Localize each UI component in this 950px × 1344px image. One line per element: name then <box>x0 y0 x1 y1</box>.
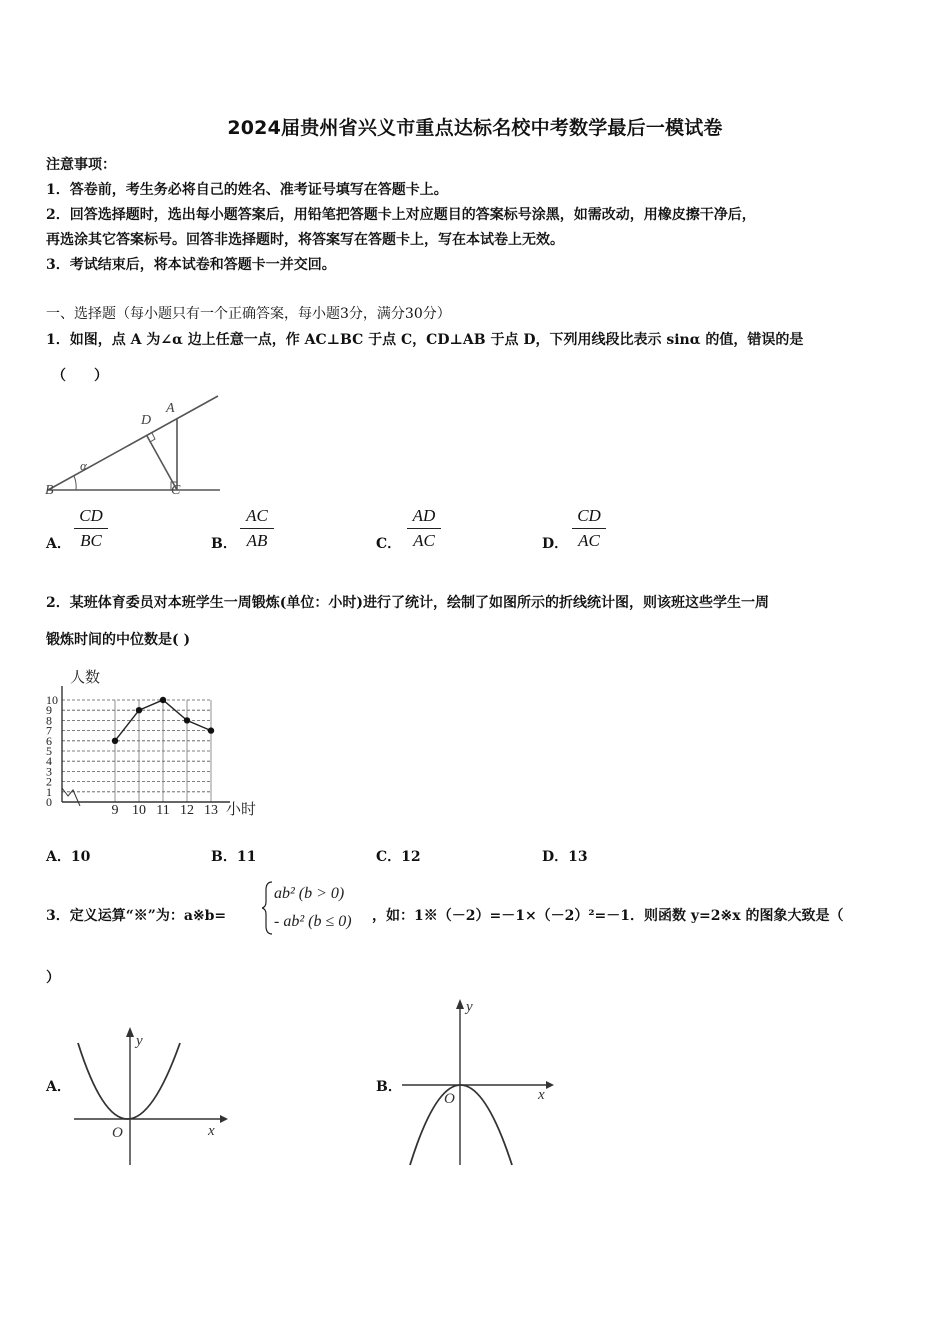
y-axis-label: y <box>136 1033 143 1049</box>
y-tick-label: 1 <box>46 784 52 799</box>
label-alpha: α <box>80 458 87 473</box>
notice-item: 1．答卷前，考生务必将自己的姓名、准考证号填写在答题卡上。 <box>46 182 448 198</box>
question-2-text: 2．某班体育委员对本班学生一周锻炼(单位：小时)进行了统计，绘制了如图所示的折线统计图，则该班这些学生一周 <box>46 595 769 611</box>
x-tick-label: 12 <box>180 803 194 818</box>
x-axis-label: x <box>538 1087 545 1103</box>
y-axis-arrow <box>456 999 464 1009</box>
y-tick-label: 3 <box>46 764 52 779</box>
numerator: CD <box>74 506 108 529</box>
x-tick-label: 9 <box>111 803 119 818</box>
y-tick-labels <box>46 693 58 809</box>
q1-option-b-fraction <box>240 506 274 551</box>
data-point <box>184 717 190 723</box>
y-tick-label: 4 <box>46 754 52 769</box>
page-title: 2024届贵州省兴义市重点达标名校中考数学最后一模试卷 <box>227 117 723 139</box>
y-tick-label: 10 <box>46 693 58 707</box>
axis-break-mark <box>62 788 80 806</box>
y-tick-label: 0 <box>46 795 52 809</box>
question-1-paren: （ ） <box>52 368 108 384</box>
q1-option-a-letter: A． <box>46 536 71 552</box>
label-c: C <box>171 483 181 496</box>
numerator: AC <box>240 506 274 529</box>
y-axis-arrow <box>126 1027 134 1037</box>
denominator: BC <box>80 531 102 550</box>
denominator: AC <box>578 531 600 550</box>
label-b: B <box>45 483 54 496</box>
denominator: AC <box>413 531 435 550</box>
label-d: D <box>141 413 152 428</box>
notice-heading: 注意事项： <box>46 157 116 173</box>
y-tick-label: 9 <box>46 703 52 718</box>
y-tick-label: 5 <box>46 744 52 758</box>
question-3-suffix: ，如：1※（－2）=－1×（－2）²=－1．则函数 y=2※x 的图象大致是（ <box>372 908 844 924</box>
data-point <box>112 738 118 744</box>
chart-grid <box>62 700 211 802</box>
parabola-upward <box>78 1043 180 1119</box>
origin-label: O <box>112 1125 123 1141</box>
numerator: CD <box>572 506 606 529</box>
x-tick-label: 10 <box>132 803 146 818</box>
q1-option-a-fraction <box>74 506 108 551</box>
line-chart <box>40 664 264 820</box>
notice-item: 2．回答选择题时，选出每小题答案后，用铅笔把答题卡上对应题目的答案标号涂黑，如需改动，用橡皮擦干净后， <box>46 207 756 223</box>
x-axis-arrow <box>220 1115 228 1123</box>
q1-option-c-fraction <box>407 506 441 551</box>
y-axis-label: y <box>466 999 473 1015</box>
q1-option-d-fraction <box>572 506 606 551</box>
q3-option-a-letter: A． <box>46 1079 71 1095</box>
q3-option-b-letter: B． <box>376 1079 402 1095</box>
question-1-figure <box>44 390 224 496</box>
notice-item: 再选涂其它答案标号。回答非选择题时，将答案写在答题卡上，写在本试卷上无效。 <box>46 232 564 248</box>
x-tick-labels <box>112 803 219 818</box>
y-tick-label: 8 <box>46 713 52 728</box>
right-angle-d <box>150 433 155 442</box>
y-tick-label: 7 <box>46 723 52 738</box>
origin-label: O <box>444 1091 455 1107</box>
question-3-paren-close: ） <box>46 970 60 986</box>
label-a: A <box>166 401 175 416</box>
section-heading: 一、选择题（每小题只有一个正确答案，每小题3分，满分30分） <box>46 306 451 322</box>
question-3-prefix: 3．定义运算“※”为：a※b= <box>46 908 227 924</box>
y-axis-label: 人数 <box>70 670 101 686</box>
x-axis-label: 小时 <box>226 802 257 818</box>
q3-option-a-graph <box>70 1025 230 1170</box>
notice-item: 3．考试结束后，将本试卷和答题卡一并交回。 <box>46 257 336 273</box>
q2-option-c: C．12 <box>376 849 421 865</box>
line-ab <box>48 396 218 490</box>
question-1-text: 1．如图，点 A 为∠α 边上任意一点，作 AC⊥BC 于点 C，CD⊥AB 于点 D，下列用线段比表示 sinα 的值，错误的是 <box>46 332 804 348</box>
x-tick-label: 11 <box>156 803 170 818</box>
denominator: AB <box>246 531 268 550</box>
question-2-text: 锻炼时间的中位数是( ) <box>46 632 191 648</box>
q3-option-b-graph <box>398 995 558 1170</box>
data-point <box>208 727 214 733</box>
angle-arc <box>74 476 76 490</box>
y-tick-label: 6 <box>46 733 52 748</box>
piecewise-case-1: ab² (b > 0) <box>274 885 345 902</box>
q1-option-c-letter: C． <box>376 536 402 552</box>
data-point <box>160 697 166 703</box>
q2-option-b: B．11 <box>211 849 257 865</box>
x-axis-label: x <box>208 1123 215 1139</box>
x-axis-arrow <box>546 1081 554 1089</box>
piecewise-definition <box>262 878 372 938</box>
q2-option-a: A．10 <box>46 849 91 865</box>
data-point <box>136 707 142 713</box>
y-tick-label: 2 <box>46 774 52 789</box>
parabola-downward <box>410 1085 512 1165</box>
numerator: AD <box>407 506 441 529</box>
brace <box>262 882 272 934</box>
q1-option-b-letter: B． <box>211 536 237 552</box>
q2-option-d: D．13 <box>542 849 588 865</box>
q1-option-d-letter: D． <box>542 536 569 552</box>
piecewise-case-2: - ab² (b ≤ 0) <box>274 913 352 930</box>
x-tick-label: 13 <box>204 803 218 818</box>
